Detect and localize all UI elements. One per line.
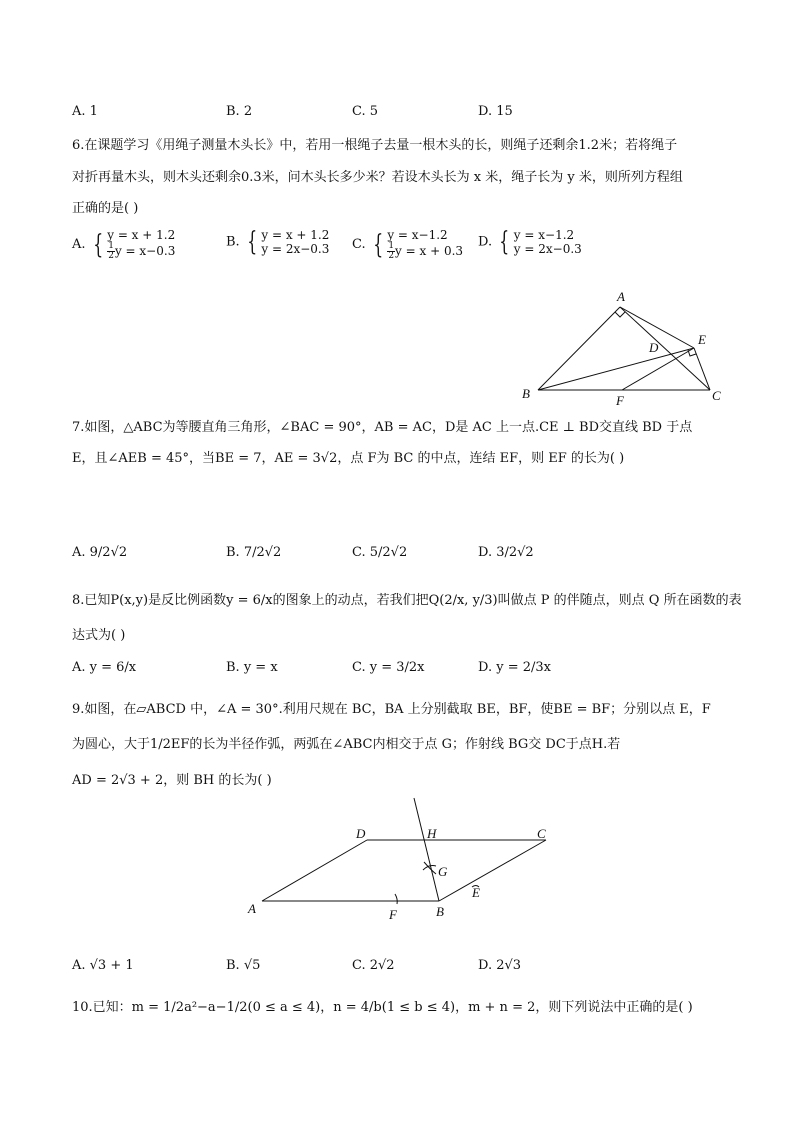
fig7-label-d: D xyxy=(649,340,659,355)
q7-option-a: A. 9/2√2 xyxy=(72,545,128,560)
fig7-label-b: B xyxy=(522,386,530,401)
fig9-label-e: E xyxy=(472,885,480,900)
q8-option-b: B. y = x xyxy=(226,660,278,675)
q6-option-c-eq2: y = x + 0.3 xyxy=(395,244,464,258)
q6-option-a: A. { y = x + 1.2 $\frac{1}{2}$ y = x−0.3 xyxy=(72,228,176,261)
q7-option-b: B. 7/2√2 xyxy=(226,545,282,560)
q5-option-d: D. 15 xyxy=(478,104,513,119)
q9-text-line1: 9.如图，在▱ABCD 中，∠A = 30°.利用尺规在 BC，BA 上分别截取 BE，BF，使BE = BF；分别以点 E，F xyxy=(72,702,711,717)
fig7-label-c: C xyxy=(712,388,721,403)
fig9-label-b: B xyxy=(436,904,444,919)
q6-option-b-label: B. xyxy=(226,234,240,250)
fig9-label-a: A xyxy=(248,901,256,916)
fig7-label-f: F xyxy=(616,393,624,406)
q9-option-d: D. 2√3 xyxy=(478,958,522,973)
q9-option-b: B. √5 xyxy=(226,958,261,973)
q7-option-c: C. 5/2√2 xyxy=(352,545,408,560)
q8-option-c: C. y = 3/2x xyxy=(352,660,425,675)
q7-option-d: D. 3/2√2 xyxy=(478,545,534,560)
q6-option-b: B. { y = x + 1.2 y = 2x−0.3 xyxy=(226,227,330,257)
q6-option-b-eq2: y = 2x−0.3 xyxy=(261,242,330,256)
q7-triangle-figure xyxy=(512,286,737,406)
q6-text-line1: 6.在课题学习《用绳子测量木头长》中，若用一根绳子去量一根木头的长，则绳子还剩余1.2米；若将绳子 xyxy=(72,138,678,153)
q8-option-d: D. y = 2/3x xyxy=(478,660,551,675)
q6-text-line2: 对折再量木头，则木头还剩余0.3米，问木头长多少米？若设木头长为 x 米，绳子长为 y 米，则所列方程组 xyxy=(72,170,683,185)
q6-option-d-label: D. xyxy=(478,234,493,250)
q6-option-c: C. { y = x−1.2 $\frac{1}{2}$ y = x + 0.3 xyxy=(352,228,464,261)
q8-text-line1: 8.已知P(x,y)是反比例函数y = 6/x的图象上的动点，若我们把Q(2/x, y/3)叫做点 P 的伴随点，则点 Q 所在函数的表 xyxy=(72,593,742,608)
fig9-label-c: C xyxy=(537,826,546,841)
q5-option-c: C. 5 xyxy=(352,104,379,119)
fig7-label-a: A xyxy=(617,289,625,304)
fig9-label-g: G xyxy=(438,864,448,879)
fig7-label-e: E xyxy=(698,332,706,347)
q9-text-line3: AD = 2√3 + 2，则 BH 的长为( ) xyxy=(72,773,272,788)
q10-text-line1: 10.已知：m = 1/2a²−a−1/2(0 ≤ a ≤ 4)，n = 4/b(1 ≤ b ≤ 4)，m + n = 2，则下列说法中正确的是( ) xyxy=(72,1000,693,1015)
q9-option-c: C. 2√2 xyxy=(352,958,395,973)
q9-parallelogram-figure xyxy=(240,790,570,930)
q5-option-a: A. 1 xyxy=(72,104,98,119)
q8-text-line2: 达式为( ) xyxy=(72,628,126,643)
fig9-label-h: H xyxy=(427,826,437,841)
q6-option-a-eq1: y = x + 1.2 xyxy=(107,228,176,242)
q7-text-line2: E，且∠AEB = 45°，当BE = 7，AE = 3√2，点 F为 BC 的中点，连结 EF，则 EF 的长为( ) xyxy=(72,451,625,466)
q6-option-d: D. { y = x−1.2 y = 2x−0.3 xyxy=(478,227,582,257)
q6-option-d-eq1: y = x−1.2 xyxy=(513,228,575,242)
q5-option-b: B. 2 xyxy=(226,104,253,119)
q6-option-a-label: A. xyxy=(72,237,86,252)
q7-text-line1: 7.如图，△ABC为等腰直角三角形，∠BAC = 90°，AB = AC，D是 AC 上一点.CE ⊥ BD交直线 BD 于点 xyxy=(72,420,693,435)
q6-option-c-eq1: y = x−1.2 xyxy=(387,228,448,242)
q6-option-b-eq1: y = x + 1.2 xyxy=(261,228,330,242)
q9-text-line2: 为圆心，大于1/2EF的长为半径作弧，两弧在∠ABC内相交于点 G；作射线 BG交 DC于点H.若 xyxy=(72,737,621,752)
q8-option-a: A. y = 6/x xyxy=(72,660,137,675)
q9-option-a: A. √3 + 1 xyxy=(72,958,134,973)
q6-text-line3: 正确的是( ) xyxy=(72,201,139,216)
q6-option-a-eq2: y = x−0.3 xyxy=(114,244,176,258)
fig9-label-d: D xyxy=(356,826,366,841)
q6-option-d-eq2: y = 2x−0.3 xyxy=(513,242,582,256)
q6-option-c-label: C. xyxy=(352,237,366,252)
fig9-label-f: F xyxy=(389,907,397,922)
